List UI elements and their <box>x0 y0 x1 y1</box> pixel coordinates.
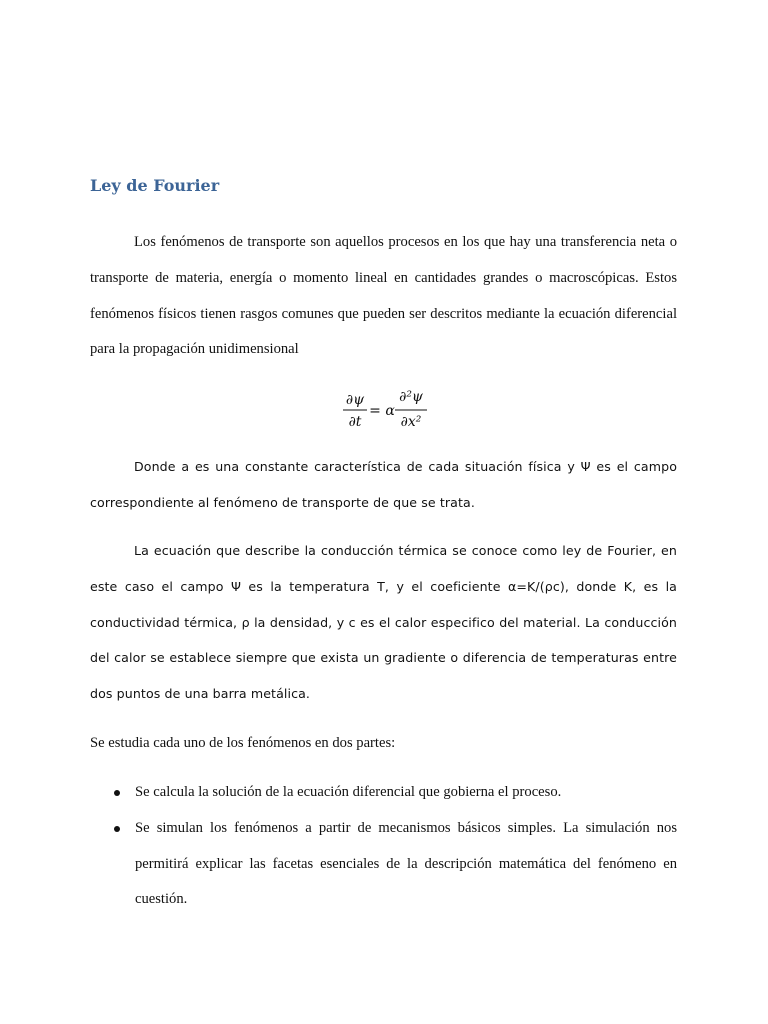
bullet-item-2 <box>90 811 677 918</box>
paragraph-fourier: La ecuación que describe la conducción térmica se conoce como ley de Fourier, en este caso el campo Ψ es la temperatura T, y el coeficiente α=K/(ρc), donde K, es la conductividad térmica, ρ la densidad, y c es el calor especifico del material. La conducción del calor se establece siempre que exista un gradiente o diferencia de temperaturas entre dos puntos de una barra metálica. <box>90 543 677 702</box>
paragraph-intro: Los fenómenos de transporte son aquellos procesos en los que hay una transferencia neta o transporte de materia, energía o momento lineal en cantidades grandes o macroscópicas. Estos fenómenos físicos tienen rasgos comunes que pueden ser descritos mediante la ecuación diferencial para la propagación unidimensional <box>90 234 677 358</box>
equation-rhs-numerator: ∂²ψ <box>399 389 423 405</box>
equation-lhs-denominator: ∂t <box>348 414 362 430</box>
fourier-equation <box>340 386 430 434</box>
bullet-text-2: Se simulan los fenómenos a partir de mecanismos básicos simples. La simulación nos permitirá explicar las facetas esenciales de la descripción matemática del fenómeno en cuestión. <box>135 819 677 908</box>
bullet-text-1: Se calcula la solución de la ecuación diferencial que gobierna el proceso. <box>135 784 562 800</box>
bullet-list <box>90 775 677 918</box>
bullet-icon <box>114 790 120 796</box>
paragraph-parts: Se estudia cada uno de los fenómenos en dos partes: <box>90 735 396 751</box>
bullet-item-1 <box>90 775 677 811</box>
equation-lhs-numerator: ∂ψ <box>345 392 365 408</box>
equation-rhs-denominator: ∂x² <box>400 414 422 430</box>
section-heading: Ley de Fourier <box>90 176 220 195</box>
bullet-icon <box>114 826 120 832</box>
equation-operator: = α <box>369 403 395 419</box>
paragraph-constant: Donde a es una constante característica de cada situación física y Ψ es el campo correspondiente al fenómeno de transporte de que se trata. <box>90 459 677 510</box>
